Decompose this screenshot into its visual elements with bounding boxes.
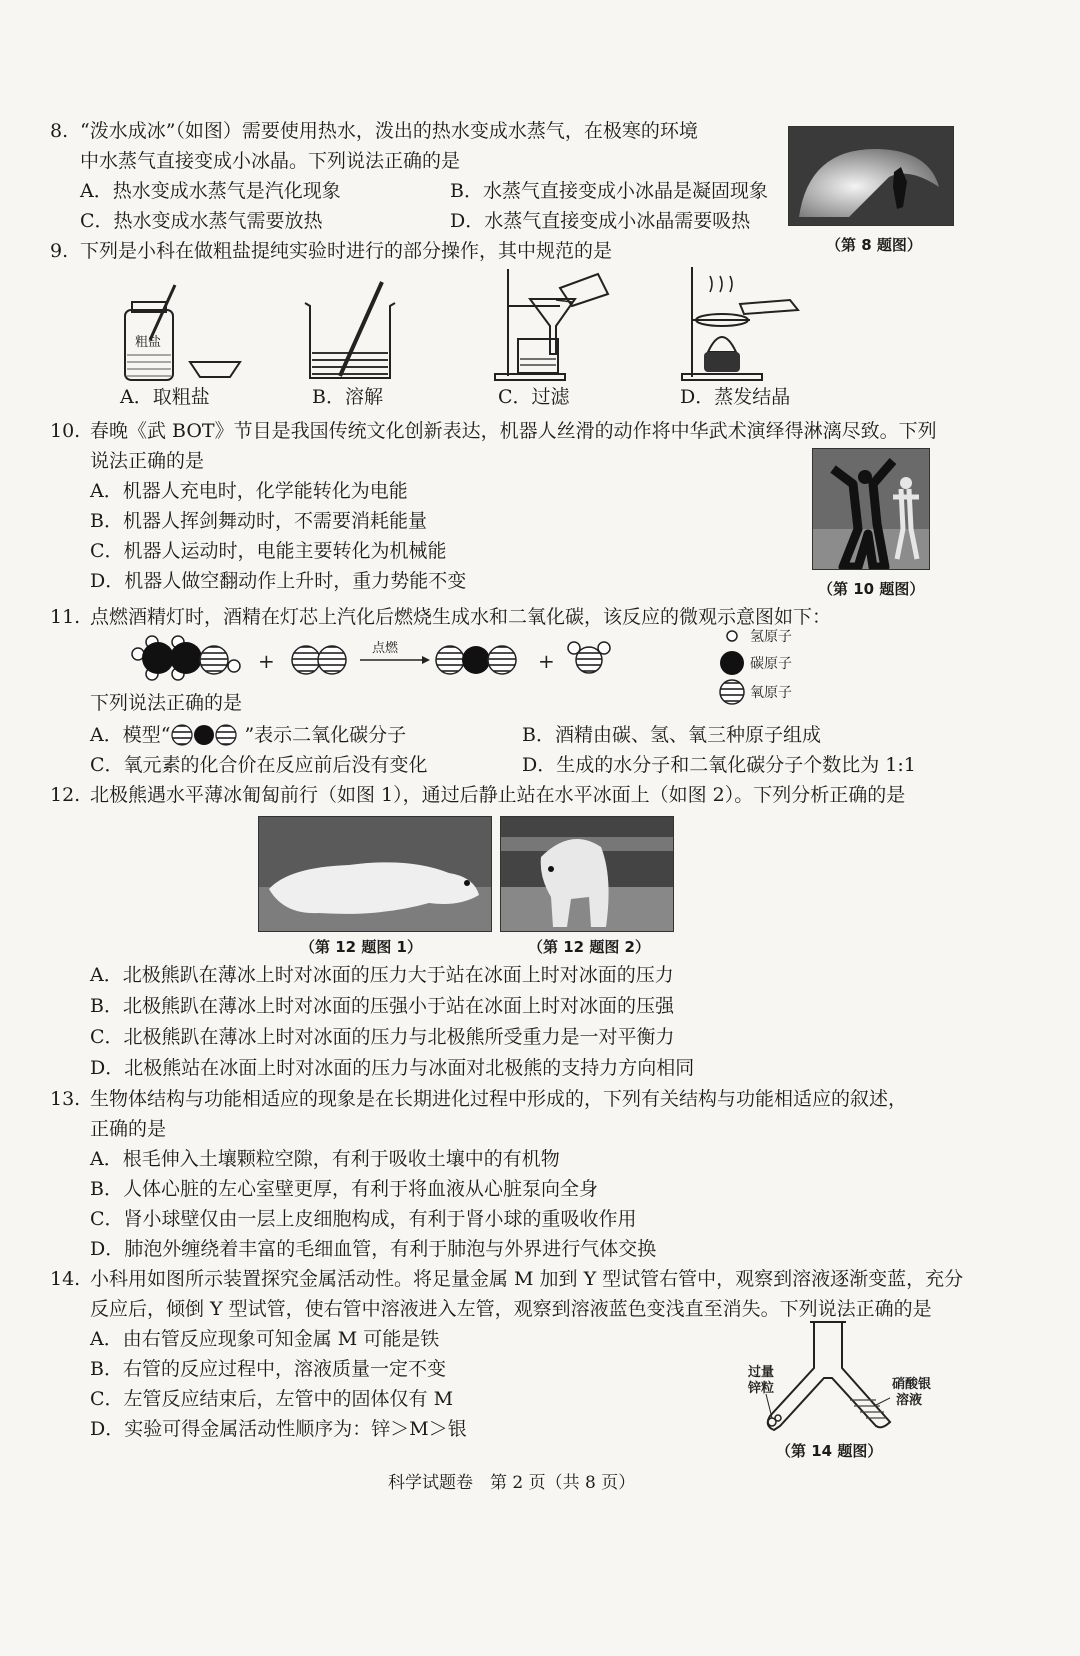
q12-photo-bear-crawling bbox=[258, 816, 492, 932]
q14-number: 14. bbox=[50, 1268, 81, 1290]
q14-option-d: D．实验可得金属活动性顺序为：锌＞M＞银 bbox=[90, 1418, 467, 1440]
q8-stem-line2: 中水蒸气直接变成小冰晶。下列说法正确的是 bbox=[80, 150, 461, 172]
q14-option-b: B．右管的反应过程中，溶液质量一定不变 bbox=[90, 1358, 446, 1380]
q11-option-a bbox=[90, 722, 406, 748]
q11-arrow-label: 点燃 bbox=[372, 641, 399, 656]
q8-caption: （第 8 题图） bbox=[826, 236, 922, 254]
legend-hydrogen: 氢原子 bbox=[750, 629, 792, 645]
q12-stem: 北极熊遇水平薄冰匍匐前行（如图 1），通过后静止站在水平冰面上（如图 2）。下列分析正确的是 bbox=[90, 784, 906, 806]
q10-stem-line2: 说法正确的是 bbox=[90, 450, 205, 472]
page-footer: 科学试题卷 第 2 页（共 8 页） bbox=[388, 1473, 636, 1493]
q13-option-d: D．肺泡外缠绕着丰富的毛细血管，有利于肺泡与外界进行气体交换 bbox=[90, 1238, 657, 1260]
q12-caption-2: （第 12 题图 2） bbox=[528, 938, 650, 956]
q9d-evaporate-diagram bbox=[680, 262, 810, 384]
q10-photo-robot-performance bbox=[812, 448, 930, 570]
legend-oxygen: 氧原子 bbox=[750, 685, 792, 701]
svg-text:+: + bbox=[538, 649, 555, 673]
q8-photo-throwing-water bbox=[788, 126, 954, 226]
q14-option-c: C．左管反应结束后，左管中的固体仅有 M bbox=[90, 1388, 454, 1410]
q9b-dissolve-diagram bbox=[300, 278, 410, 383]
q11-option-a-pre: A．模型“ bbox=[90, 724, 171, 746]
q11-reaction-diagram bbox=[126, 626, 1080, 706]
q12-number: 12. bbox=[50, 784, 81, 806]
q14-label-right-1: 硝酸银 bbox=[892, 1377, 932, 1392]
q14-label-left-2: 锌粒 bbox=[748, 1381, 775, 1396]
q10-option-b: B．机器人挥剑舞动时，不需要消耗能量 bbox=[90, 510, 427, 532]
q9-option-d: D．蒸发结晶 bbox=[680, 386, 791, 408]
q10-option-a: A．机器人充电时，化学能转化为电能 bbox=[90, 480, 408, 502]
q13-stem-line2: 正确的是 bbox=[90, 1118, 167, 1140]
q9a-bottle-label: 粗盐 bbox=[135, 335, 162, 350]
q13-number: 13. bbox=[50, 1088, 81, 1110]
q10-option-c: C．机器人运动时，电能主要转化为机械能 bbox=[90, 540, 447, 562]
q9-option-b: B．溶解 bbox=[312, 386, 383, 408]
q14-caption: （第 14 题图） bbox=[776, 1442, 883, 1460]
q14-stem-line1: 小科用如图所示装置探究金属活动性。将足量金属 M 加到 Y 型试管右管中，观察到溶液逐渐变蓝，充分 bbox=[90, 1268, 964, 1290]
water-molecule bbox=[568, 642, 610, 673]
q8-stem-line1: “泼水成冰”（如图）需要使用热水，泼出的热水变成水蒸气，在极寒的环境 bbox=[80, 120, 698, 142]
q13-option-c: C．肾小球壁仅由一层上皮细胞构成，有利于肾小球的重吸收作用 bbox=[90, 1208, 637, 1230]
q12-photo-bear-standing bbox=[500, 816, 674, 932]
q9a-take-salt-diagram bbox=[110, 280, 260, 385]
q11-stem: 点燃酒精灯时，酒精在灯芯上汽化后燃烧生成水和二氧化碳，该反应的微观示意图如下： bbox=[90, 606, 832, 628]
q14-option-a: A．由右管反应现象可知金属 M 可能是铁 bbox=[90, 1328, 440, 1350]
svg-text:+: + bbox=[258, 649, 275, 673]
q11-option-a-model bbox=[170, 723, 244, 747]
q13-option-b: B．人体心脏的左心室壁更厚，有利于将血液从心脏泵向全身 bbox=[90, 1178, 598, 1200]
q9-option-c: C．过滤 bbox=[498, 386, 570, 408]
oxygen-molecule bbox=[292, 646, 346, 674]
q11-option-b: B．酒精由碳、氢、氧三种原子组成 bbox=[522, 724, 821, 746]
q13-option-a: A．根毛伸入土壤颗粒空隙，有利于吸收土壤中的有机物 bbox=[90, 1148, 560, 1170]
q14-label-right-2: 溶液 bbox=[896, 1393, 923, 1408]
q9-option-a: A．取粗盐 bbox=[120, 386, 210, 408]
q11-option-c: C．氧元素的化合价在反应前后没有变化 bbox=[90, 754, 428, 776]
q14-label-left-1: 过量 bbox=[748, 1365, 775, 1380]
q9-stem: 下列是小科在做粗盐提纯实验时进行的部分操作，其中规范的是 bbox=[80, 240, 613, 262]
q13-stem-line1: 生物体结构与功能相适应的现象是在长期进化过程中形成的，下列有关结构与功能相适应的叙述， bbox=[90, 1088, 908, 1110]
q14-y-tube-diagram bbox=[740, 1318, 970, 1438]
q8-option-a: A．热水变成水蒸气是汽化现象 bbox=[80, 180, 341, 202]
q11-option-d: D．生成的水分子和二氧化碳分子个数比为 1:1 bbox=[522, 754, 916, 776]
q12-option-b: B．北极熊趴在薄冰上时对冰面的压强小于站在冰面上时对冰面的压强 bbox=[90, 995, 674, 1017]
q11-number: 11. bbox=[50, 606, 81, 628]
co2-molecule bbox=[436, 646, 516, 674]
q11-option-a-post: ”表示二氧化碳分子 bbox=[244, 724, 407, 746]
q8-option-d: D．水蒸气直接变成小冰晶需要吸热 bbox=[450, 210, 751, 232]
q10-option-d: D．机器人做空翻动作上升时，重力势能不变 bbox=[90, 570, 467, 592]
q12-option-a: A．北极熊趴在薄冰上时对冰面的压力大于站在冰面上时对冰面的压力 bbox=[90, 964, 674, 986]
q14-stem-line2: 反应后，倾倒 Y 型试管，使右管中溶液进入左管，观察到溶液蓝色变浅直至消失。下列说法正确的是 bbox=[90, 1298, 932, 1320]
ethanol-molecule bbox=[132, 636, 240, 680]
q10-number: 10. bbox=[50, 420, 81, 442]
q9c-filter-diagram bbox=[490, 264, 620, 384]
q11-lead: 下列说法正确的是 bbox=[90, 692, 243, 714]
q10-stem-line1: 春晚《武 BOT》节目是我国传统文化创新表达，机器人丝滑的动作将中华武术演绎得淋漓尽致。下列 bbox=[90, 420, 937, 442]
q8-option-b: B．水蒸气直接变成小冰晶是凝固现象 bbox=[450, 180, 768, 202]
q8-number: 8. bbox=[50, 120, 69, 142]
q12-caption-1: （第 12 题图 1） bbox=[300, 938, 422, 956]
q12-option-c: C．北极熊趴在薄冰上时对冰面的压力与北极熊所受重力是一对平衡力 bbox=[90, 1026, 675, 1048]
q9-number: 9. bbox=[50, 240, 69, 262]
q10-caption: （第 10 题图） bbox=[818, 580, 925, 598]
q8-option-c: C．热水变成水蒸气需要放热 bbox=[80, 210, 323, 232]
legend-carbon: 碳原子 bbox=[750, 656, 792, 672]
q12-option-d: D．北极熊站在冰面上时对冰面的压力与冰面对北极熊的支持力方向相同 bbox=[90, 1057, 695, 1079]
